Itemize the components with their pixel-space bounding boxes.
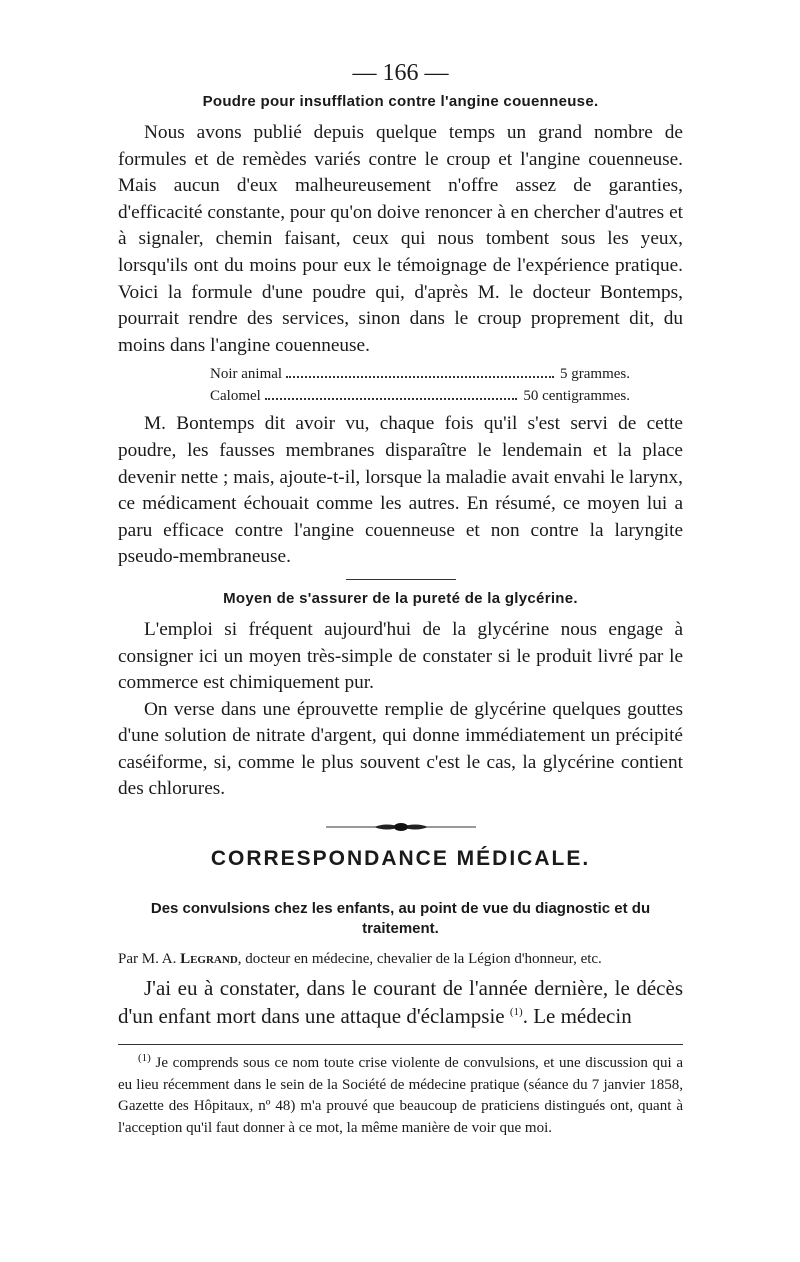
paragraph: Nous avons publié depuis quelque temps un grand nombre de formules et de remèdes variés contre le croup et l'angine couenneuse. Mais aucun d'eux malheureusement n'offre assez de garanties, d'efficacité constante, pour qu'on doive renoncer à en chercher d'autres et à signaler, chemin faisant, ceux qui nous tombent sous les yeux, lorsqu'ils ont du moins pour eux le témoignage de l'expérience pratique. Voici la formule d'une poudre qui, d'après M. le docteur Bontemps, pourrait rendre des services, sinon dans le croup proprement dit, du moins dans l'angine couenneuse. bbox=[118, 122, 683, 356]
recipe-ingredient: Calomel bbox=[210, 388, 261, 405]
ornament-divider-icon bbox=[118, 819, 683, 837]
article-title: Des convulsions chez les enfants, au point de vue du diagnostic et du traitement. bbox=[150, 900, 651, 938]
dot-leader bbox=[265, 398, 518, 400]
recipe-list bbox=[210, 363, 630, 407]
footnote-rule bbox=[118, 1044, 683, 1045]
paragraph: On verse dans une éprouvette remplie de glycérine quelques gouttes d'une solution de nitrate d'argent, qui donne immédiatement un précipité caséiforme, si, comme le plus souvent c'est le cas, la glycérine contient des chlorures. bbox=[118, 698, 683, 800]
footnote-marker: (1) bbox=[138, 1052, 151, 1065]
section-heading-poudre: Poudre pour insufflation contre l'angine couenneuse. bbox=[202, 93, 599, 110]
recipe-row bbox=[210, 385, 630, 407]
recipe-quantity: 50 centigrammes. bbox=[523, 388, 630, 405]
footnote-text: Je comprends sous ce nom toute crise violente de convulsions, et une discussion qui a eu lieu récemment dans le sein de la Société de médecine pratique (séance du 7 janvier 1858, Gazette des Hôpitaux, nº 48) m'a prouvé que beaucoup de praticiens distingués ont, quant à l'acception qu'il faut donner à ce mot, la même manière de voir que moi. bbox=[118, 1055, 683, 1136]
paragraph: L'emploi si fréquent aujourd'hui de la glycérine nous engage à consigner ici un moyen très-simple de constater si le produit livré par le commerce est chimiquement pur. bbox=[118, 618, 683, 694]
footnote-ref[interactable]: (1) bbox=[509, 1006, 523, 1019]
author-name: Legrand bbox=[180, 951, 238, 968]
recipe-row bbox=[210, 363, 630, 385]
recipe-ingredient: Noir animal bbox=[210, 366, 283, 383]
dot-leader bbox=[286, 376, 554, 378]
section-divider bbox=[346, 579, 456, 580]
paragraph-text: . Le médecin bbox=[522, 1004, 632, 1029]
byline-prefix: Par M. A. bbox=[118, 951, 177, 968]
paragraph bbox=[118, 974, 683, 1030]
paragraph-text: J'ai eu à constater, dans le courant de l'année dernière, le décès d'un enfant mort dans une attaque d'éclampsie bbox=[118, 976, 683, 1029]
page-number: — 166 — bbox=[352, 60, 449, 86]
text-column bbox=[118, 60, 683, 1139]
paragraph: M. Bontemps dit avoir vu, chaque fois qu'il s'est servi de cette poudre, les fausses membranes disparaître le lendemain et la place devenir nette ; mais, ajoute-t-il, lorsque la maladie avait envahi le larynx, ce médicament échouait comme les autres. En résumé, ce moyen lui a paru efficace contre l'angine couenneuse et non contre la laryngite pseudo-membraneuse. bbox=[118, 413, 683, 568]
byline bbox=[118, 951, 683, 968]
footnote bbox=[118, 1053, 683, 1139]
section-title: CORRESPONDANCE MÉDICALE. bbox=[210, 847, 591, 871]
section-heading-glycerine: Moyen de s'assurer de la pureté de la glycérine. bbox=[223, 589, 578, 607]
recipe-quantity: 5 grammes. bbox=[560, 366, 630, 383]
byline-rest: , docteur en médecine, chevalier de la Légion d'honneur, etc. bbox=[237, 951, 602, 968]
